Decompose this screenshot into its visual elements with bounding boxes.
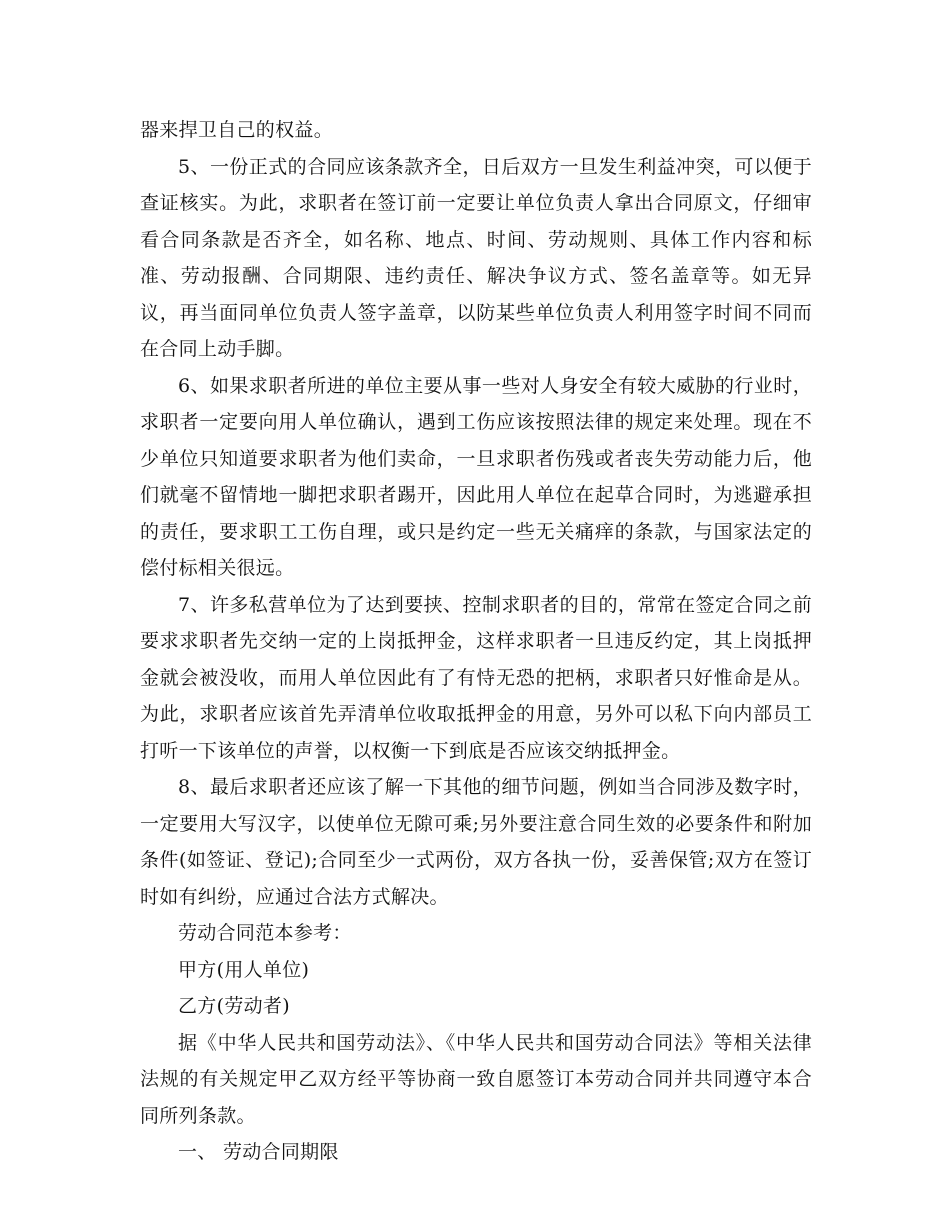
section-heading-contract-term: 一、 劳动合同期限 xyxy=(178,1141,339,1163)
paragraph-continuation: 器来捍卫自己的权益。 xyxy=(140,119,334,141)
template-heading: 劳动合同范本参考： xyxy=(178,922,352,944)
paragraph-item-7: 7、许多私营单位为了达到要挟、控制求职者的目的，常常在签定合同之前要求求职者先交纳一定的上岗抵押金，这样求职者一旦违反约定，其上岗抵押金就会被没收，而用人单位因此有了有恃无恐的把柄，求职者只好惟命是从。为此，求职者应该首先弄清单位收取抵押金的用意，另外可以私下向内部员工打听一下该单位的声誉，以权衡一下到底是否应该交纳抵押金。 xyxy=(140,593,812,762)
party-a-label: 甲方(用人单位) xyxy=(178,958,310,981)
contract-preamble: 据《中华人民共和国劳动法》、《中华人民共和国劳动合同法》等相关法律法规的有关规定甲乙双方经平等协商一致自愿签订本劳动合同并共同遵守本合同所列条款。 xyxy=(140,1031,812,1127)
paragraph-item-8: 8、最后求职者还应该了解一下其他的细节问题，例如当合同涉及数字时，一定要用大写汉字，以使单位无隙可乘;另外要注意合同生效的必要条件和附加条件(如签证、登记);合同至少一式两份，双方各执一份，妥善保管;双方在签订时如有纠纷，应通过合法方式解决。 xyxy=(140,776,812,908)
party-b-label: 乙方(劳动者) xyxy=(178,995,290,1017)
document-body xyxy=(140,112,812,1171)
paragraph-item-5: 5、一份正式的合同应该条款齐全，日后双方一旦发生利益冲突，可以便于查证核实。为此，求职者在签订前一定要让单位负责人拿出合同原文，仔细审看合同条款是否齐全，如名称、地点、时间、劳动规则、具体工作内容和标准、劳动报酬、合同期限、违约责任、解决争议方式、签名盖章等。如无异议，再当面同单位负责人签字盖章，以防某些单位负责人利用签字时间不同而在合同上动手脚。 xyxy=(140,155,812,360)
paragraph-item-6: 6、如果求职者所进的单位主要从事一些对人身安全有较大威胁的行业时，求职者一定要向用人单位确认，遇到工伤应该按照法律的规定来处理。现在不少单位只知道要求职者为他们卖命，一旦求职者伤残或者丧失劳动能力后，他们就毫不留情地一脚把求职者踢开，因此用人单位在起草合同时，为逃避承担的责任，要求职工工伤自理，或只是约定一些无关痛痒的条款，与国家法定的偿付标相关很远。 xyxy=(140,374,812,579)
